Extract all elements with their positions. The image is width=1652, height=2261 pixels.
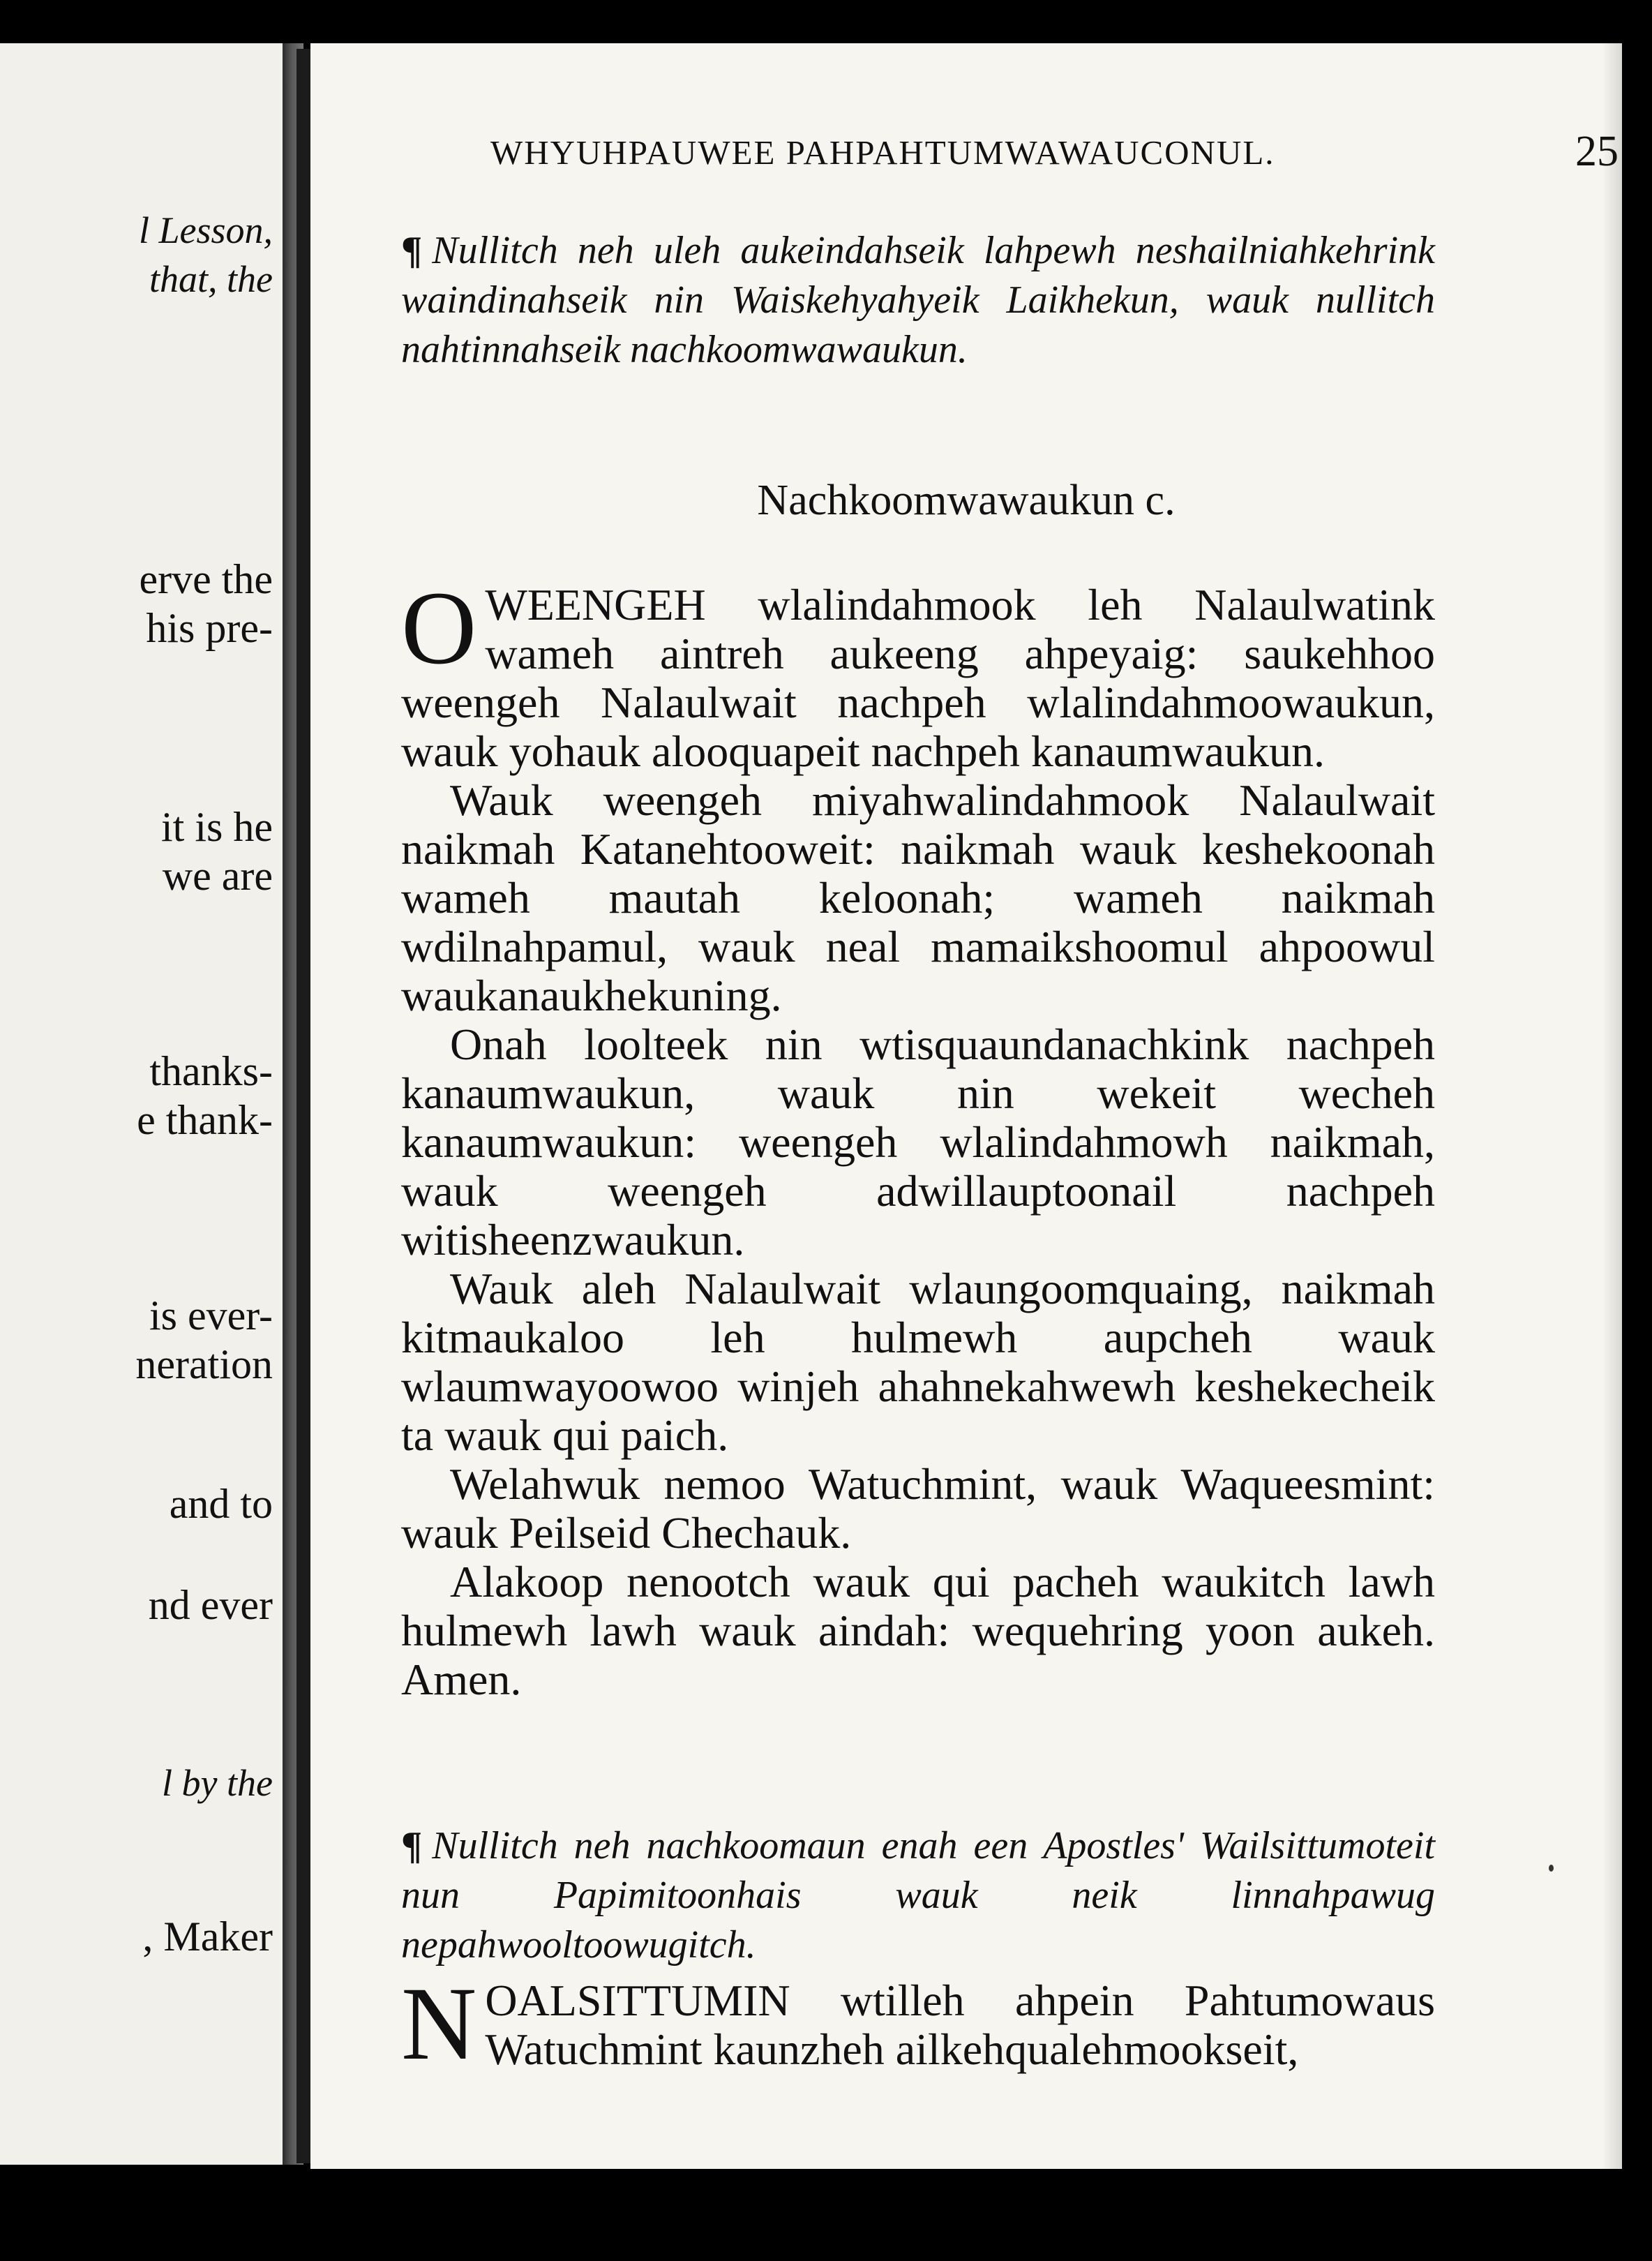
running-title: WHYUHPAUWEE PAHPAHTUMWAWAUCONUL.	[490, 133, 1275, 172]
rubric-text: Nullitch neh uleh aukeindahseik lahpewh neshailniahkehrink waindinahseik nin Waiskehyahyeik Laikhekun, wauk nullitch nahtinnahseik nachkoomwawaukun.	[401, 229, 1435, 371]
facing-page-line: e thank-	[137, 1097, 273, 1143]
prayer-paragraph-6: Alakoop nenootch wauk qui pacheh waukitch lawh hulmewh lawh wauk aindah: wequehring yoon aukeh. Amen.	[401, 1557, 1435, 1704]
creed-paragraph	[401, 1966, 1435, 2082]
book-page	[310, 43, 1622, 2169]
pilcrow-icon: ¶	[401, 1824, 423, 1867]
prayer-paragraph-1-text: WEENGEH wlalindahmook leh Nalaulwatink wameh aintreh aukeeng ahpeyaig: saukehhoo weengeh Nalaulwait nachpeh wlalindahmoowaukun, wauk yohauk alooquapeit nachpeh kanaumwaukun.	[401, 580, 1435, 776]
facing-page-line: thanks-	[149, 1048, 273, 1094]
facing-page-line: his pre-	[146, 605, 273, 651]
pilcrow-icon: ¶	[401, 229, 423, 272]
creed-text: OALSITTUMIN wtilleh ahpein Pahtumowaus Watuchmint kaunzheh ailkehqualehmookseit,	[485, 1976, 1435, 2074]
facing-page-line: nd ever	[148, 1582, 273, 1628]
running-head	[490, 128, 1622, 175]
rubric-instruction-2	[401, 1821, 1435, 1970]
facing-page-line: neration	[135, 1341, 273, 1387]
facing-page-line: we are	[162, 853, 273, 899]
facing-page-fragment	[0, 43, 283, 2165]
drop-cap: N	[401, 1966, 477, 2082]
prayer-paragraph-2: Wauk weengeh miyahwalindahmook Nalaulwait naikmah Katanehtooweit: naikmah wauk keshekoonah wameh mautah keloonah; wameh naikmah wdilnahpamul, wauk neal mamaikshoomul ahpoowul waukanaukhekuning.	[401, 775, 1435, 1020]
rubric-text: Nullitch neh nachkoomaun enah een Apostles' Wailsittumoteit nun Papimitoonhais wauk neik linnahpawug nepahwooltoowugitch.	[401, 1824, 1435, 1967]
prayer-body	[401, 570, 1435, 1704]
facing-page-line: that, the	[149, 258, 273, 300]
facing-page-line: l by the	[162, 1762, 273, 1804]
facing-page-line: and to	[169, 1481, 273, 1527]
prayer-paragraph-3: Onah loolteek nin wtisquaundanachkink nachpeh kanaumwaukun, wauk nin wekeit wecheh kanaumwaukun: weengeh wlalindahmowh naikmah, wauk weengeh adwillauptoonail nachpeh witisheenzwaukun.	[401, 1020, 1435, 1264]
rubric-instruction-1	[401, 226, 1435, 375]
page-number: 25	[1575, 128, 1619, 175]
print-speck	[1549, 1865, 1554, 1872]
prayer-paragraph-4: Wauk aleh Nalaulwait wlaungoomquaing, naikmah kitmaukaloo leh hulmewh aupcheh wauk wlaumwayoowoo winjeh ahahnekahwewh keshekecheik ta wauk qui paich.	[401, 1264, 1435, 1460]
page-edge-shadow	[1602, 43, 1622, 2169]
creed-opening	[401, 1966, 1435, 2082]
facing-page-line: it is he	[161, 804, 273, 850]
facing-page-line: erve the	[139, 556, 273, 602]
prayer-paragraph-1	[401, 570, 1435, 776]
facing-page-line: , Maker	[142, 1913, 273, 1960]
section-heading: Nachkoomwawaukun c.	[757, 477, 1176, 524]
prayer-paragraph-5: Welahwuk nemoo Watuchmint, wauk Waqueesmint: wauk Peilseid Chechauk.	[401, 1459, 1435, 1558]
drop-cap: O	[401, 570, 477, 686]
facing-page-line: is ever-	[149, 1292, 273, 1338]
facing-page-line: l Lesson,	[138, 209, 273, 251]
